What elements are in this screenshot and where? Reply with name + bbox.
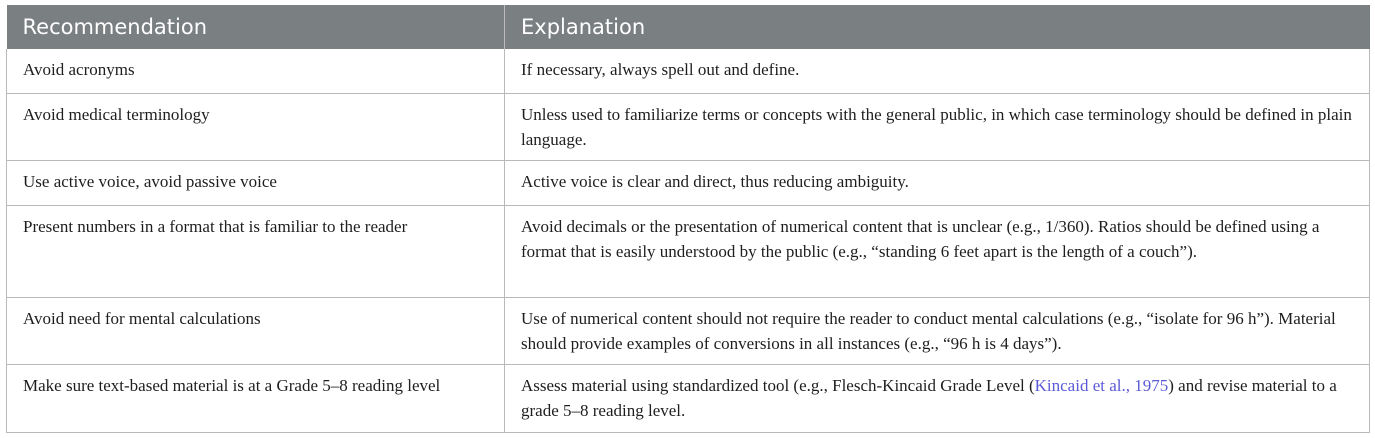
table-row bbox=[7, 49, 1370, 94]
table-row bbox=[7, 206, 1370, 298]
cell-explanation: Avoid decimals or the presentation of numerical content that is unclear (e.g., 1/360). Ratios should be defined using a format that is easily understood by the public (e.g., “standing 6 feet apart is the length of a couch”). bbox=[505, 206, 1370, 298]
header-explanation: Explanation bbox=[505, 5, 1370, 49]
cell-explanation: Unless used to familiarize terms or concepts with the general public, in which case terminology should be defined in plain language. bbox=[505, 94, 1370, 161]
cell-recommendation: Use active voice, avoid passive voice bbox=[7, 161, 505, 206]
table-row bbox=[7, 365, 1370, 433]
table-header bbox=[7, 5, 1370, 49]
table-body bbox=[7, 49, 1370, 433]
explanation-text-after: ) and revise material to a grade 5–8 reading level. bbox=[521, 376, 1337, 420]
header-recommendation: Recommendation bbox=[7, 5, 505, 49]
cell-recommendation: Make sure text-based material is at a Grade 5–8 reading level bbox=[7, 365, 505, 433]
recommendations-table bbox=[6, 5, 1370, 433]
citation-link[interactable]: Kincaid et al., 1975 bbox=[1034, 376, 1169, 395]
table-row bbox=[7, 94, 1370, 161]
table-row bbox=[7, 298, 1370, 365]
cell-explanation bbox=[505, 365, 1370, 433]
explanation-text-before: Assess material using standardized tool (e.g., Flesch-Kincaid Grade Level ( bbox=[521, 376, 1035, 395]
cell-explanation: Active voice is clear and direct, thus reducing ambiguity. bbox=[505, 161, 1370, 206]
cell-explanation: Use of numerical content should not require the reader to conduct mental calculations (e.g., “isolate for 96 h”). Material should provide examples of conversions in all instances (e.g., “96 h is 4 days”). bbox=[505, 298, 1370, 365]
cell-recommendation: Avoid acronyms bbox=[7, 49, 505, 94]
recommendations-table-container bbox=[6, 5, 1369, 433]
cell-recommendation: Present numbers in a format that is familiar to the reader bbox=[7, 206, 505, 298]
table-row bbox=[7, 161, 1370, 206]
cell-recommendation: Avoid medical terminology bbox=[7, 94, 505, 161]
cell-explanation: If necessary, always spell out and define. bbox=[505, 49, 1370, 94]
header-row bbox=[7, 5, 1370, 49]
cell-recommendation: Avoid need for mental calculations bbox=[7, 298, 505, 365]
